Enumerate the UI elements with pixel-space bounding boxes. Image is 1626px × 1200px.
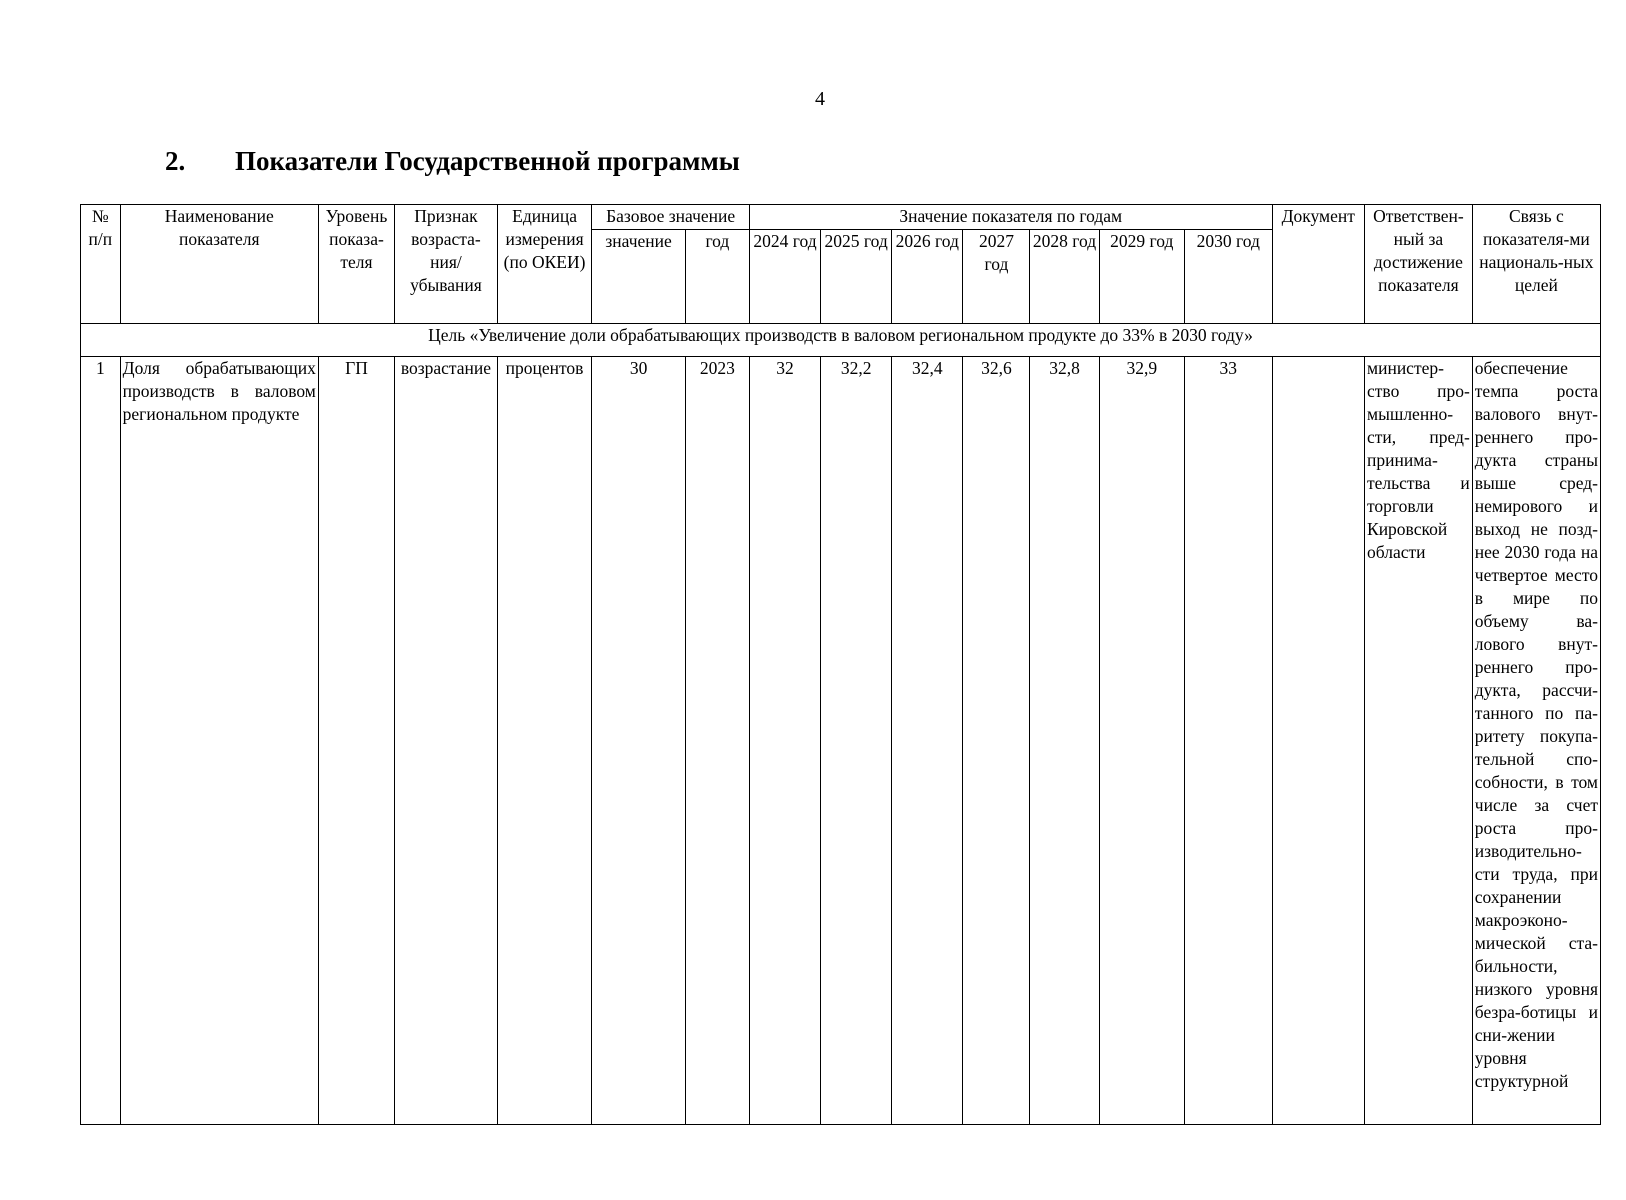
header-base-value: значение xyxy=(592,230,686,324)
header-trend: Признак возраста-ния/ убывания xyxy=(395,205,498,324)
header-row-1 xyxy=(81,205,1601,230)
row-base-year: 2023 xyxy=(685,357,749,1125)
header-name: Наименование показателя xyxy=(120,205,318,324)
header-base-year: год xyxy=(685,230,749,324)
header-year-2027: 2027 год xyxy=(963,230,1030,324)
section-title: Показатели Государственной программы xyxy=(235,146,740,176)
row-level: ГП xyxy=(318,357,394,1125)
page-number: 4 xyxy=(815,88,825,110)
row-value-2029: 32,9 xyxy=(1099,357,1184,1125)
row-trend: возрастание xyxy=(395,357,498,1125)
header-unit: Единица измерения (по ОКЕИ) xyxy=(497,205,592,324)
row-value-2026: 32,4 xyxy=(892,357,963,1125)
header-year-2024: 2024 год xyxy=(749,230,820,324)
indicators-table xyxy=(80,204,1601,1125)
header-responsible: Ответствен-ный за достижение показателя xyxy=(1365,205,1473,324)
header-link: Связь с показателя-ми националь-ных целей xyxy=(1472,205,1600,324)
goal-text: Цель «Увеличение доли обрабатывающих производств в валовом региональном продукте до 33% в 2030 году» xyxy=(81,324,1601,357)
header-year-2028: 2028 год xyxy=(1030,230,1099,324)
header-base-group: Базовое значение xyxy=(592,205,750,230)
row-name: Доля обрабатывающих производств в валовом региональном продукте xyxy=(120,357,318,1125)
row-value-2025: 32,2 xyxy=(821,357,892,1125)
header-year-2029: 2029 год xyxy=(1099,230,1184,324)
goal-row xyxy=(81,324,1601,357)
header-num: № п/п xyxy=(81,205,121,324)
header-years-group: Значение показателя по годам xyxy=(749,205,1272,230)
row-document xyxy=(1272,357,1365,1125)
section-number: 2. xyxy=(165,146,186,176)
row-value-2030: 33 xyxy=(1185,357,1273,1125)
row-base-value: 30 xyxy=(592,357,686,1125)
row-value-2028: 32,8 xyxy=(1030,357,1099,1125)
row-value-2027: 32,6 xyxy=(963,357,1030,1125)
table-row xyxy=(81,357,1601,1125)
row-num: 1 xyxy=(81,357,121,1125)
header-level: Уровень показа-теля xyxy=(318,205,394,324)
header-document: Документ xyxy=(1272,205,1365,324)
row-link: обеспечение темпа роста валового внут-реннего про-дукта страны выше сред-немирового и выход не позд-нее 2030 года на четвертое место в мире по объему ва-лового внут-реннего про-дукта, рассчи-танного по па-ритету покупа-тельной спо-собности, в том числе за счет роста про-изводительно-сти труда, при сохранении макроэконо-мической ста-бильности, низкого уровня безра-ботицы и сни-жении уровня структурной xyxy=(1472,357,1600,1125)
row-responsible: министер-ство про-мышленно-сти, пред-принима-тельства и торговли Кировской области xyxy=(1365,357,1473,1125)
header-year-2030: 2030 год xyxy=(1185,230,1273,324)
header-year-2025: 2025 год xyxy=(821,230,892,324)
row-unit: процентов xyxy=(497,357,592,1125)
row-value-2024: 32 xyxy=(749,357,820,1125)
section-heading xyxy=(165,146,740,177)
header-year-2026: 2026 год xyxy=(892,230,963,324)
